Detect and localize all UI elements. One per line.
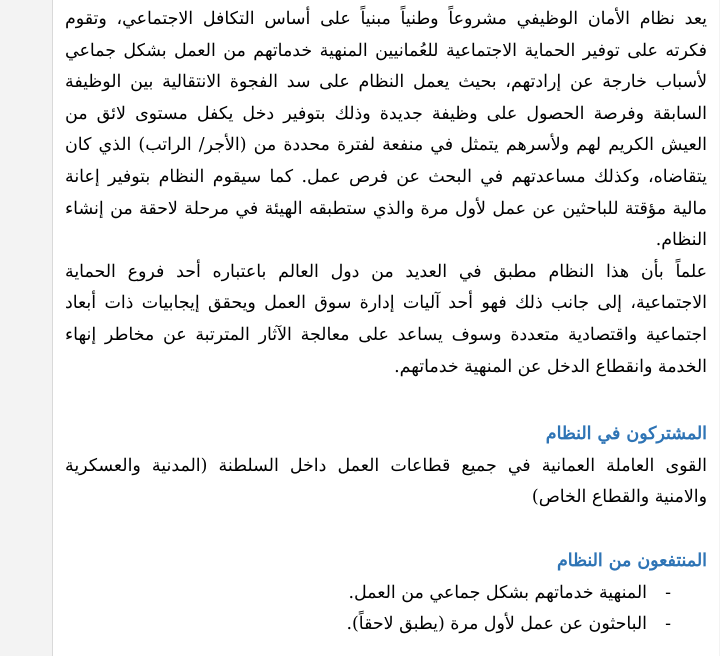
second-paragraph: علماً بأن هذا النظام مطبق في العديد من دول العالم باعتباره أحد فروع الحماية الاجتماعية، إلى جانب ذلك فهو أحد آليات إدارة سوق العمل ويحقق إيجابيات ذات أبعاد اجتماعية واقتصادية متعددة وسوف يساعد على معالجة الآثار المترتبة عن مخاطر إنهاء الخدمة وانقطاع الدخل عن المنهية خدماتهم. [65, 261, 707, 377]
participants-heading: المشتركون في النظام [545, 424, 707, 445]
list-item [65, 609, 671, 641]
document-body [65, 4, 707, 641]
dash-bullet: - [665, 614, 671, 635]
participants-text: القوى العاملة العمانية في جميع قطاعات العمل داخل السلطنة (المدنية والعسكرية والامنية والقطاع الخاص) [65, 455, 707, 508]
list-item-text: المنهية خدماتهم بشكل جماعي من العمل. [348, 582, 647, 603]
intro-paragraph: يعد نظام الأمان الوظيفي مشروعاً وطنياً مبنياً على أساس التكافل الاجتماعي، وتقوم فكرته على توفير الحماية الاجتماعية للعُمانيين المنهية خدماتهم من العمل بشكل جماعي لأسباب خارجة عن إرادتهم، بحيث يعمل النظام على سد الفجوة الانتقالية بين الوظيفة السابقة وفرصة الحصول على وظيفة جديدة وذلك بتوفير دخل يكفل مستوى لائق من العيش الكريم لهم ولأسرهم يتمثل في منفعة لفترة محددة من (الأجر/ الراتب) الذي كان يتقاضاه، وكذلك مساعدتهم في البحث عن فرص عمل. كما سيقوم النظام بتوفير إعانة مالية مؤقتة للباحثين عن عمل لأول مرة والذي ستطبقه الهيئة في مرحلة لاحقة من إنشاء النظام. [65, 9, 707, 251]
beneficiaries-heading: المنتفعون من النظام [557, 550, 707, 571]
document-page [52, 0, 719, 656]
list-item-text: الباحثون عن عمل لأول مرة (يطبق لاحقاً). [346, 614, 647, 635]
list-item [65, 578, 671, 610]
beneficiaries-list [65, 578, 707, 641]
dash-bullet: - [665, 582, 671, 603]
